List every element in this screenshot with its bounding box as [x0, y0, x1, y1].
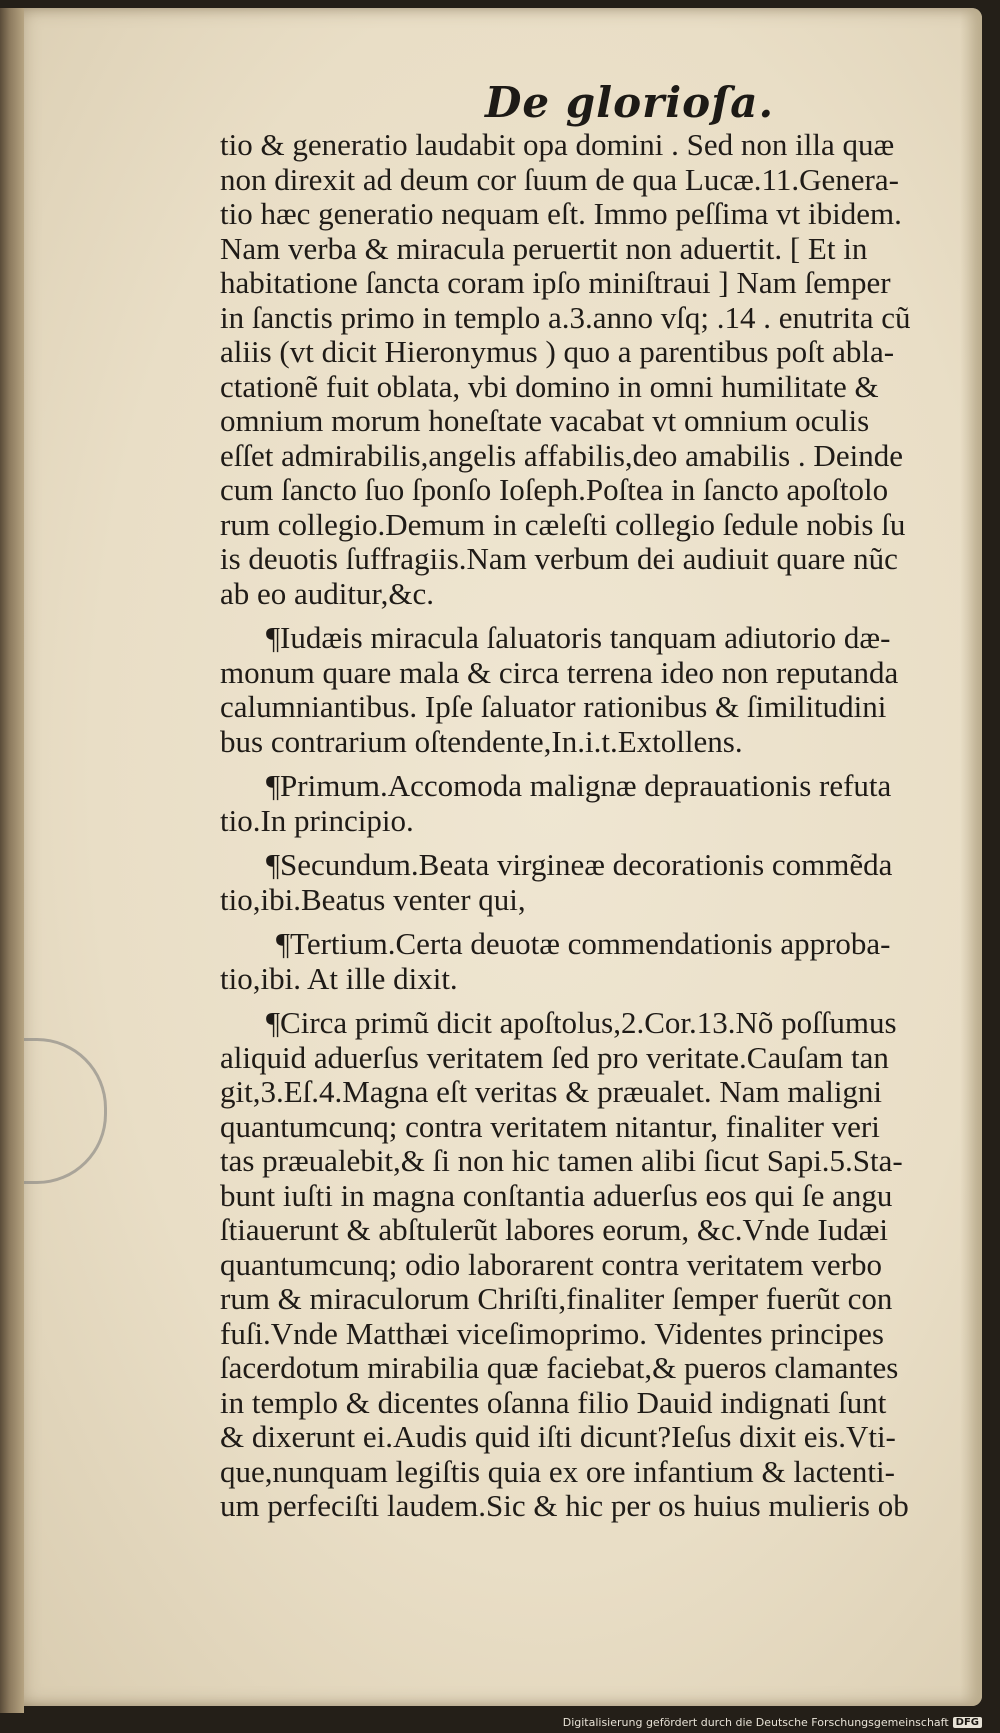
text-line: fuſi.Vnde Matthæi viceſimoprimo. Videntes principes	[220, 1316, 884, 1351]
text-line: bus contrarium oſtendente,In.i.t.Extollens.	[220, 724, 743, 759]
text-line: eſſet admirabilis,angelis affabilis,deo amabilis . Deinde	[220, 438, 903, 473]
text-line: tio & generatio laudabit opa domini . Sed non illa quæ	[220, 128, 895, 162]
text-line: tio,ibi.Beatus venter qui,	[220, 882, 526, 917]
text-line: tio,ibi. At ille dixit.	[220, 961, 458, 996]
text-line: habitatione ſancta coram ipſo miniſtraui ] Nam ſemper	[220, 266, 891, 300]
paragraph-start: ¶Primum.Accomoda malignæ deprauationis refuta	[266, 769, 892, 803]
text-line: bunt iuſti in magna conſtantia aduerſus eos qui ſe angu	[220, 1178, 893, 1213]
text-line: in ſanctis primo in templo a.3.anno vſq; .14 . enutrita cũ	[220, 300, 911, 335]
text-line: ctationẽ fuit oblata, vbi domino in omni humilitate &	[220, 369, 879, 404]
digitization-credit	[563, 1716, 982, 1729]
text-line: aliquid aduerſus veritatem ſed pro veritate.Cauſam tan	[220, 1040, 889, 1075]
text-line: non direxit ad deum cor ſuum de qua Lucæ.11.Genera-	[220, 162, 899, 197]
text-line: cum ſancto ſuo ſponſo Ioſeph.Poſtea in ſancto apoſtolo	[220, 473, 889, 507]
text-line: que,nunquam legiſtis quia ex ore infantium & lactenti-	[220, 1454, 895, 1489]
text-line: ab eo auditur,&c.	[220, 576, 434, 611]
text-line: tas præualebit,& ſi non hic tamen alibi ſicut Sapi.5.Sta-	[220, 1144, 903, 1178]
text-line: tio hæc generatio nequam eſt. Immo peſſima vt ibidem.	[220, 197, 902, 231]
text-line: in templo & dicentes oſanna filio Dauid indignati ſunt	[220, 1385, 887, 1420]
text-line: aliis (vt dicit Hieronymus ) quo a parentibus poſt abla-	[220, 335, 895, 369]
page-edge	[960, 8, 982, 1706]
text-line: monum quare mala & circa terrena ideo non reputanda	[220, 655, 899, 690]
text-line: & dixerunt ei.Audis quid iſti dicunt?Ieſus dixit eis.Vti-	[220, 1420, 896, 1454]
text-line: git,3.Eſ.4.Magna eſt veritas & præualet. Nam maligni	[220, 1075, 883, 1109]
paragraph-start: ¶Secundum.Beata virgineæ decorationis commẽda	[266, 848, 893, 882]
text-line: tio.In principio.	[220, 803, 414, 838]
text-line: omnium morum honeſtate vacabat vt omnium oculis	[220, 404, 870, 438]
text-line: ſtiauerunt & abſtulerũt labores eorum, &c.Vnde Iudæi	[220, 1213, 889, 1247]
body-text	[220, 128, 960, 1524]
text-line: rum collegio.Demum in cæleſti collegio ſedule nobis ſu	[220, 507, 906, 542]
text-line: quantumcunq; odio laborarent contra veritatem verbo	[220, 1247, 882, 1282]
text-line: rum & miraculorum Chriſti,finaliter ſemper fuerũt con	[220, 1282, 893, 1316]
paragraph-start: ¶Tertium.Certa deuotæ commendationis approba-	[276, 927, 891, 961]
text-line: calumniantibus. Ipſe ſaluator rationibus & ſimilitudini	[220, 690, 887, 724]
credit-text: Digitalisierung gefördert durch die Deutsche Forschungsgemeinschaft	[562, 1716, 949, 1729]
text-line: quantumcunq; contra veritatem nitantur, finaliter veri	[220, 1109, 880, 1144]
running-header: De glorioſa.	[485, 78, 775, 127]
dfg-logo: DFG	[953, 1717, 982, 1728]
page-clip	[14, 1038, 107, 1184]
paragraph-start: ¶Iudæis miracula ſaluatoris tanquam adiutorio dæ-	[266, 621, 891, 655]
text-line: is deuotis ſuffragiis.Nam verbum dei audiuit quare nũc	[220, 542, 898, 576]
paragraph-start: ¶Circa primũ dicit apoſtolus,2.Cor.13.Nõ poſſumus	[266, 1006, 897, 1040]
text-line: um perfeciſti laudem.Sic & hic per os huius mulieris ob	[220, 1489, 909, 1523]
text-line: ſacerdotum mirabilia quæ faciebat,& pueros clamantes	[220, 1351, 899, 1385]
text-line: Nam verba & miracula peruertit non aduertit. [ Et in	[220, 231, 868, 266]
book-spine	[0, 8, 24, 1713]
